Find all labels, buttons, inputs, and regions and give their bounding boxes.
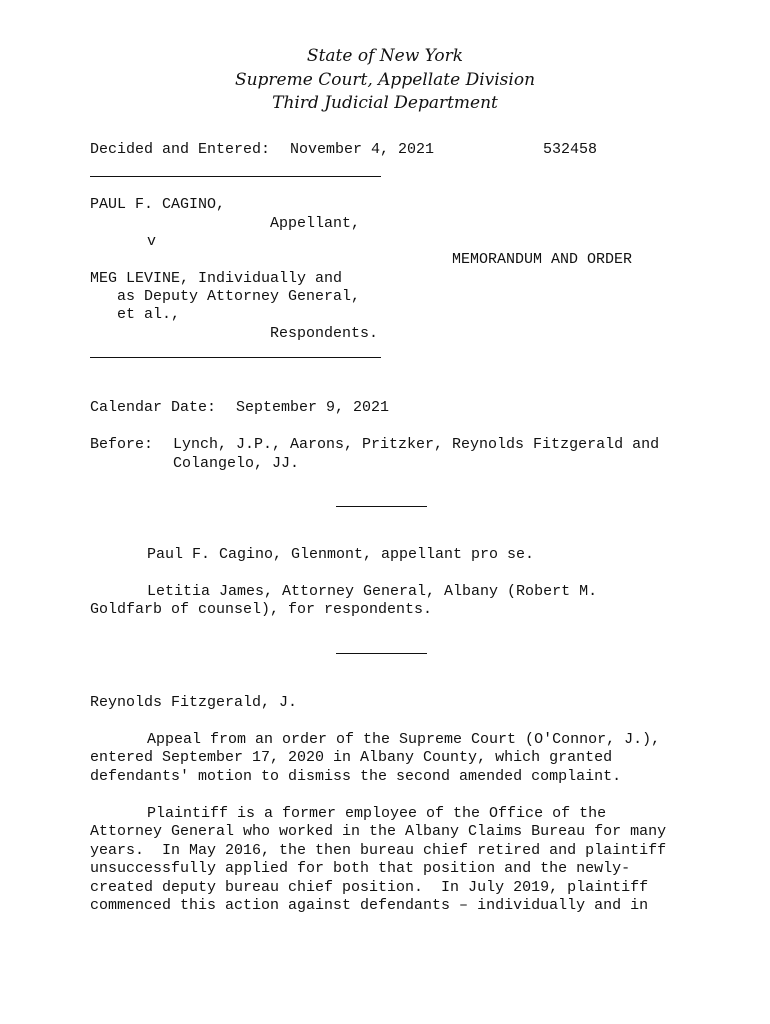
- paragraph-line: years. In May 2016, the then bureau chief retired and plaintiff: [90, 842, 667, 859]
- paragraph-line: Appeal from an order of the Supreme Court (O'Connor, J.),: [147, 731, 661, 748]
- section-divider-2: [336, 653, 427, 654]
- respondent-role: Respondents.: [270, 325, 379, 342]
- before-label: Before:: [90, 436, 154, 453]
- opinion-author: Reynolds Fitzgerald, J.: [90, 694, 298, 711]
- section-divider-1: [336, 506, 427, 507]
- court-department-heading: Third Judicial Department: [272, 93, 498, 113]
- paragraph-line: created deputy bureau chief position. In July 2019, plaintiff: [90, 879, 649, 896]
- decided-label: Decided and Entered:: [90, 141, 271, 158]
- respondents-counsel-line-2: Goldfarb of counsel), for respondents.: [90, 601, 433, 618]
- respondents-counsel-line-1: Letitia James, Attorney General, Albany (Robert M.: [147, 583, 598, 600]
- respondent-capacity-line: as Deputy Attorney General,: [117, 288, 361, 305]
- decided-date: November 4, 2021: [290, 141, 435, 158]
- order-type: MEMORANDUM AND ORDER: [452, 251, 633, 268]
- respondent-etal-line: et al.,: [117, 306, 181, 323]
- caption-rule-top: [90, 176, 381, 177]
- calendar-date: September 9, 2021: [236, 399, 390, 416]
- appellant-counsel: Paul F. Cagino, Glenmont, appellant pro se.: [147, 546, 535, 563]
- docket-number: 532458: [543, 141, 598, 158]
- paragraph-line: defendants' motion to dismiss the second amended complaint.: [90, 768, 622, 785]
- paragraph-line: commenced this action against defendants – individually and in: [90, 897, 649, 914]
- paragraph-line: Attorney General who worked in the Albany Claims Bureau for many: [90, 823, 667, 840]
- appellant-role: Appellant,: [270, 215, 361, 232]
- panel-line-1: Lynch, J.P., Aarons, Pritzker, Reynolds Fitzgerald and: [173, 436, 660, 453]
- paragraph-line: unsuccessfully applied for both that position and the newly-: [90, 860, 631, 877]
- appellant-name: PAUL F. CAGINO,: [90, 196, 226, 213]
- paragraph-line: entered September 17, 2020 in Albany County, which granted: [90, 749, 613, 766]
- versus: v: [147, 233, 157, 250]
- panel-line-2: Colangelo, JJ.: [173, 455, 300, 472]
- caption-rule-bottom: [90, 357, 381, 358]
- court-state-heading: State of New York: [306, 46, 464, 66]
- calendar-label: Calendar Date:: [90, 399, 217, 416]
- court-name-heading: Supreme Court, Appellate Division: [234, 70, 536, 90]
- respondent-name-line: MEG LEVINE, Individually and: [90, 270, 343, 287]
- paragraph-line: Plaintiff is a former employee of the Office of the: [147, 805, 607, 822]
